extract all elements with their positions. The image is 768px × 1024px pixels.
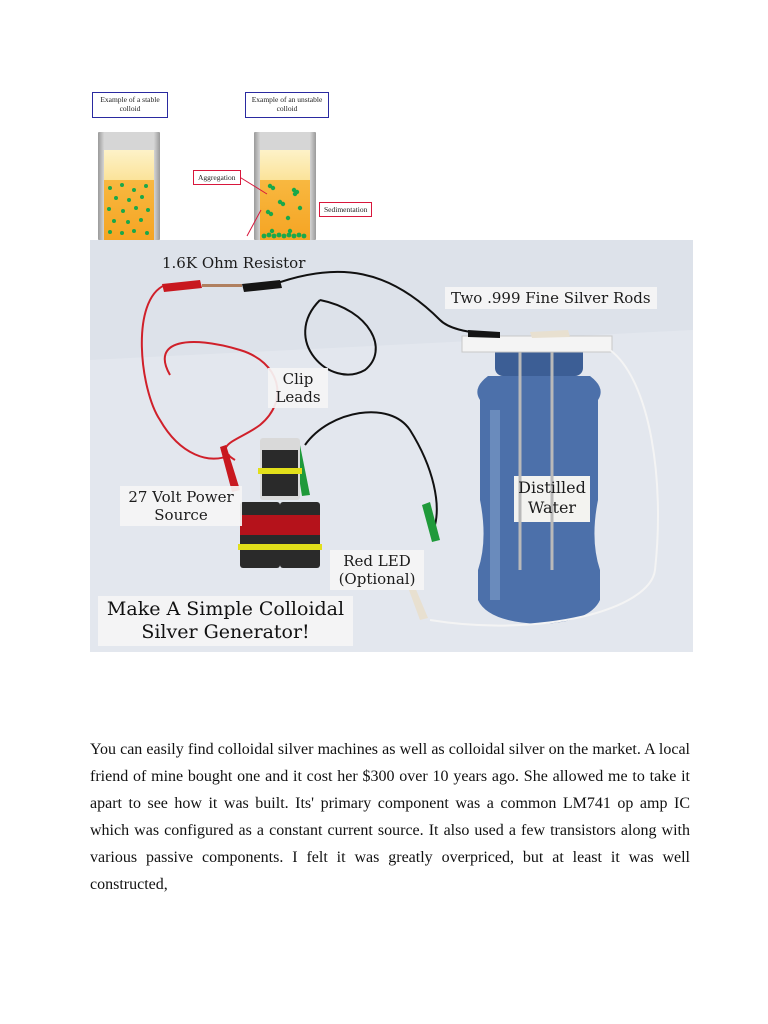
unstable-colloid-label: Example of an unstable colloid: [245, 92, 329, 118]
red-led-label: Red LED (Optional): [330, 550, 424, 590]
clip-leads-label: Clip Leads: [268, 368, 328, 408]
dispersed-particles-icon: [104, 180, 154, 240]
stable-colloid-label: Example of a stable colloid: [92, 92, 168, 118]
silver-rods-label: Two .999 Fine Silver Rods: [445, 287, 657, 309]
generator-photo: [90, 240, 693, 652]
body-paragraph: You can easily find colloidal silver machines as well as colloidal silver on the market. A local friend of mine bought one and it cost her $300 over 10 years ago. She allowed me to take it apart to see how it was built. Its' primary component was a common LM741 op amp IC which was configured as a constant current source. It also used a few transistors along with various passive components. I felt it was greatly overpriced, but at least it was well constructed,: [90, 741, 690, 893]
stable-colloid-tube: [98, 132, 160, 240]
photo-title: Make A Simple Colloidal Silver Generator!: [98, 596, 353, 646]
aggregation-callout: Aggregation: [193, 170, 241, 185]
resistor-label: 1.6K Ohm Resistor: [162, 254, 306, 272]
sedimentation-callout: Sedimentation: [319, 202, 372, 217]
distilled-water-label: Distilled Water: [518, 478, 586, 517]
power-source-label: 27 Volt Power Source: [120, 486, 242, 526]
